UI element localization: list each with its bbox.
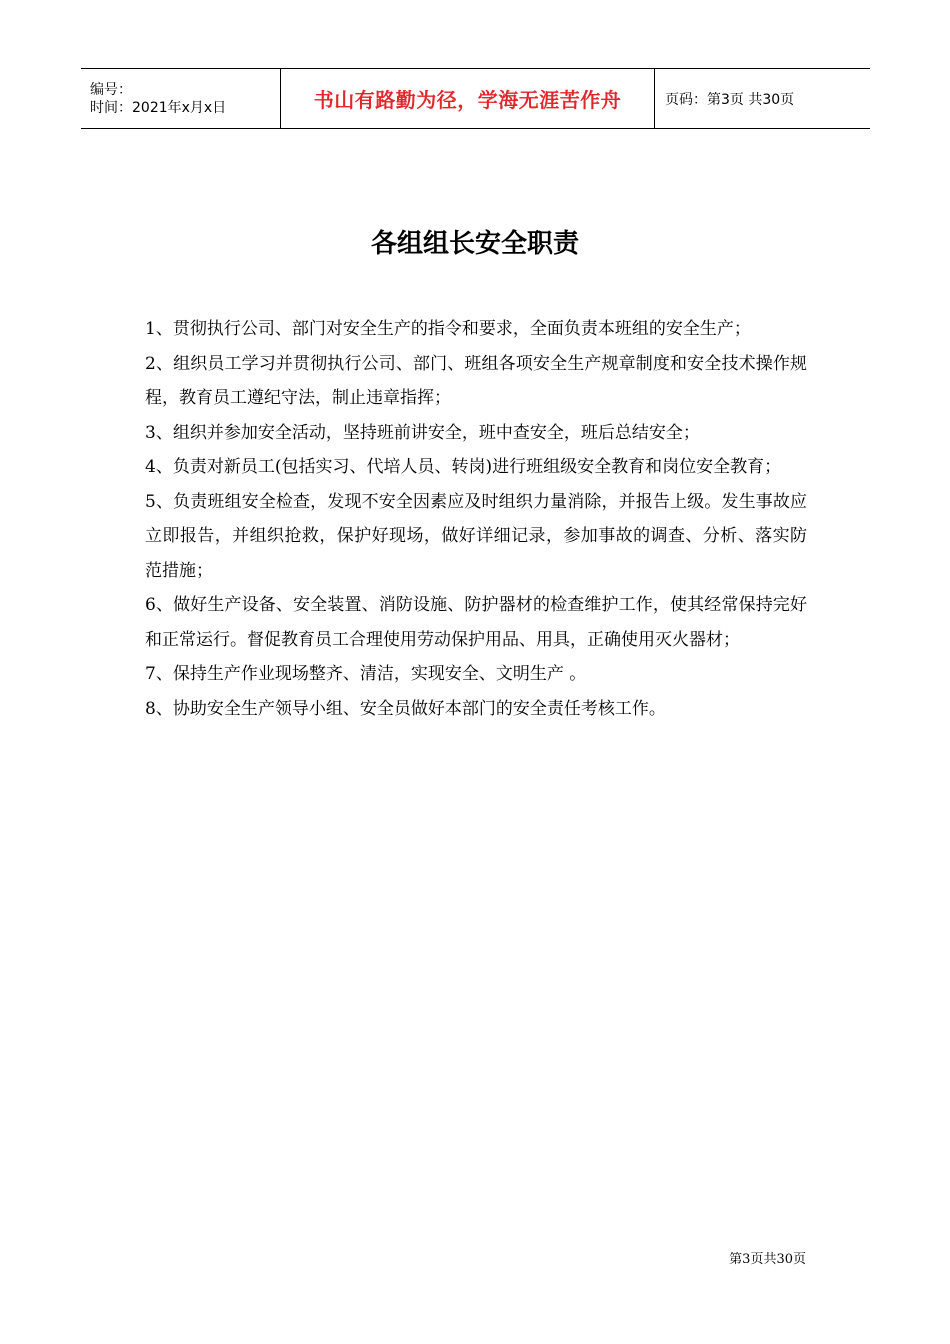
paragraph-2: 2、组织员工学习并贯彻执行公司、部门、班组各项安全生产规章制度和安全技术操作规程，教育员工遵纪守法，制止违章指挥； [145,353,807,408]
document-body [145,312,807,726]
paragraph-6: 6、做好生产设备、安全装置、消防设施、防护器材的检查维护工作，使其经常保持完好和正常运行。督促教育员工合理使用劳动保护用品、用具，正确使用灭火器材； [145,595,807,650]
paragraph-8: 8、协助安全生产领导小组、安全员做好本部门的安全责任考核工作。 [145,698,666,719]
document-time: 时间：2021年x月x日 [90,99,227,116]
paragraph-1: 1、贯彻执行公司、部门对安全生产的指令和要求，全面负责本班组的安全生产； [145,319,751,339]
paragraph-7: 7、保持生产作业现场整齐、清洁，实现安全、文明生产 。 [145,664,587,684]
page-footer: 第3页共30页 [729,1252,806,1267]
paragraph-4: 4、负责对新员工(包括实习、代培人员、转岗)进行班组级安全教育和岗位安全教育； [145,457,782,477]
paragraph-3: 3、组织并参加安全活动，坚持班前讲安全，班中查安全，班后总结安全； [145,422,700,443]
header-page-cell [655,69,870,128]
header-page-info: 页码：第3页 共30页 [665,91,795,108]
header-meta [81,69,281,128]
paragraph-5: 5、负责班组安全检查，发现不安全因素应及时组织力量消除，并报告上级。发生事故应立即报告，并组织抢救，保护好现场，做好详细记录，参加事故的调查、分析、落实防范措施； [145,491,807,581]
header-motto: 书山有路勤为径，学海无涯苦作舟 [313,88,622,112]
page-header [81,68,870,129]
document-number-label: 编号： [90,81,132,98]
header-motto-cell [281,69,655,128]
document-title: 各组组长安全职责 [370,229,579,259]
